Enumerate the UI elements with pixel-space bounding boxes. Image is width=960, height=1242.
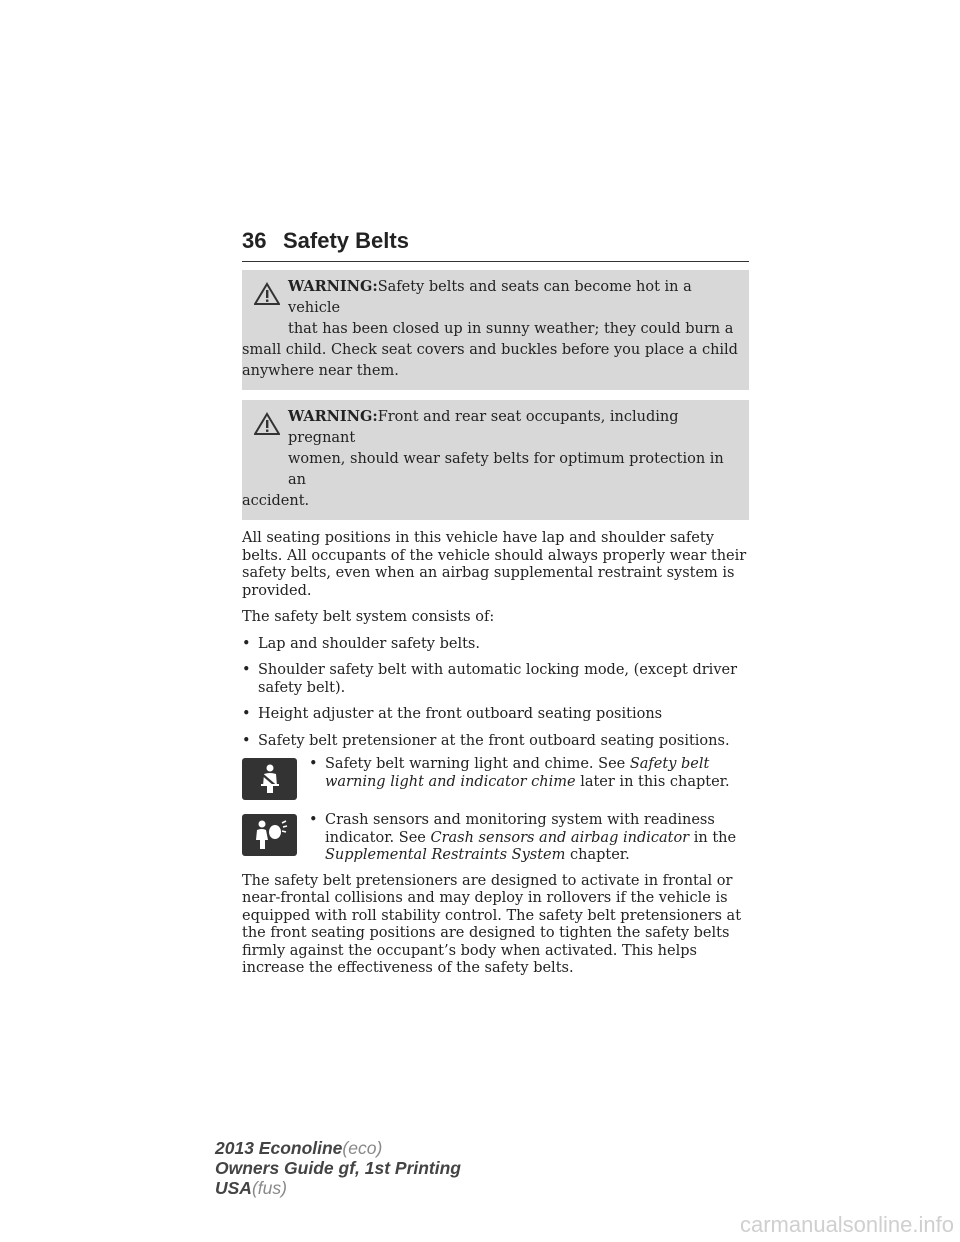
airbag-indicator-icon: [242, 814, 297, 856]
warning-box: [242, 270, 749, 390]
bullet-glyph: •: [242, 662, 251, 678]
warning-line: that has been closed up in sunny weather; they could burn a: [288, 321, 734, 337]
list-item: [242, 756, 749, 800]
body-paragraph: All seating positions in this vehicle have lap and shoulder safety belts. All occupants of the vehicle should always properly wear their safety belts, even when an airbag supplemental restraint system is provided.: [242, 530, 747, 599]
warning-label: WARNING:: [288, 408, 378, 425]
page-header: [242, 228, 749, 262]
warning-label: WARNING:: [288, 278, 378, 295]
warning-line: Front and rear seat occupants, including pregnant: [288, 409, 679, 446]
watermark: carmanualsonline.info: [739, 1212, 954, 1237]
list-item-text: Safety belt pretensioner at the front outboard seating positions.: [258, 732, 730, 749]
cross-reference: Supplemental Restraints System: [325, 847, 566, 863]
list-item-text: Shoulder safety belt with automatic locking mode, (except driver safety belt).: [258, 662, 738, 696]
list-item-text: Lap and shoulder safety belts.: [258, 635, 480, 652]
page-footer: [215, 1138, 461, 1198]
footer-guide: Owners Guide gf, 1st Printing: [215, 1158, 461, 1178]
warning-box: [242, 400, 749, 520]
warning-text: [242, 406, 743, 512]
page-title: Safety Belts: [283, 228, 409, 253]
list-item-text: Height adjuster at the front outboard seating positions: [258, 706, 663, 722]
bullet-glyph: •: [242, 706, 251, 722]
list-item: [242, 733, 749, 751]
page-content: [242, 270, 749, 987]
warning-triangle-icon: [242, 276, 288, 316]
list-item: [242, 706, 749, 724]
list-item: [242, 636, 749, 654]
list-item-text: Crash sensors and monitoring system with readiness indicator. See Crash sensors and airbag indicator in the Supplemental Restraints System chapter.: [325, 812, 737, 863]
bullet-glyph: •: [309, 756, 318, 772]
list-item: [242, 812, 749, 865]
bullet-glyph: •: [242, 732, 251, 749]
bullet-glyph: •: [242, 635, 251, 652]
footer-code: (eco): [342, 1138, 383, 1158]
footer-market: USA: [215, 1178, 252, 1198]
page-number: 36: [242, 228, 267, 253]
list-item: [242, 662, 749, 697]
cross-reference: Safety belt warning light and indicator chime: [325, 756, 710, 790]
warning-triangle-icon: [242, 406, 288, 446]
safety-belt-warning-icon: [242, 758, 297, 800]
footer-code: (fus): [251, 1178, 287, 1198]
warning-line: women, should wear safety belts for optimum protection in an: [288, 451, 724, 488]
body-paragraph: The safety belt system consists of:: [242, 609, 495, 625]
body-paragraph: The safety belt pretensioners are designed to activate in frontal or near-frontal collisions and may deploy in rollovers if the vehicle is equipped with roll stability control. The safety belt pretensioners at the front seating positions are designed to tighten the safety belts firmly against the occupant’s body when activated. This helps increase the effectiveness of the safety belts.: [242, 872, 742, 976]
warning-rest: small child. Check seat covers and buckles before you place a child anywhere near them.: [242, 342, 738, 379]
list-item-text: Safety belt warning light and chime. See Safety belt warning light and indicator chime later in this chapter.: [325, 756, 730, 790]
warning-line: Safety belts and seats can become hot in a vehicle: [288, 279, 692, 316]
warning-rest: accident.: [242, 493, 310, 509]
bullet-glyph: •: [309, 812, 318, 828]
footer-model: 2013 Econoline: [215, 1138, 343, 1158]
warning-text: [242, 276, 743, 382]
cross-reference: Crash sensors and airbag indicator: [430, 829, 690, 846]
